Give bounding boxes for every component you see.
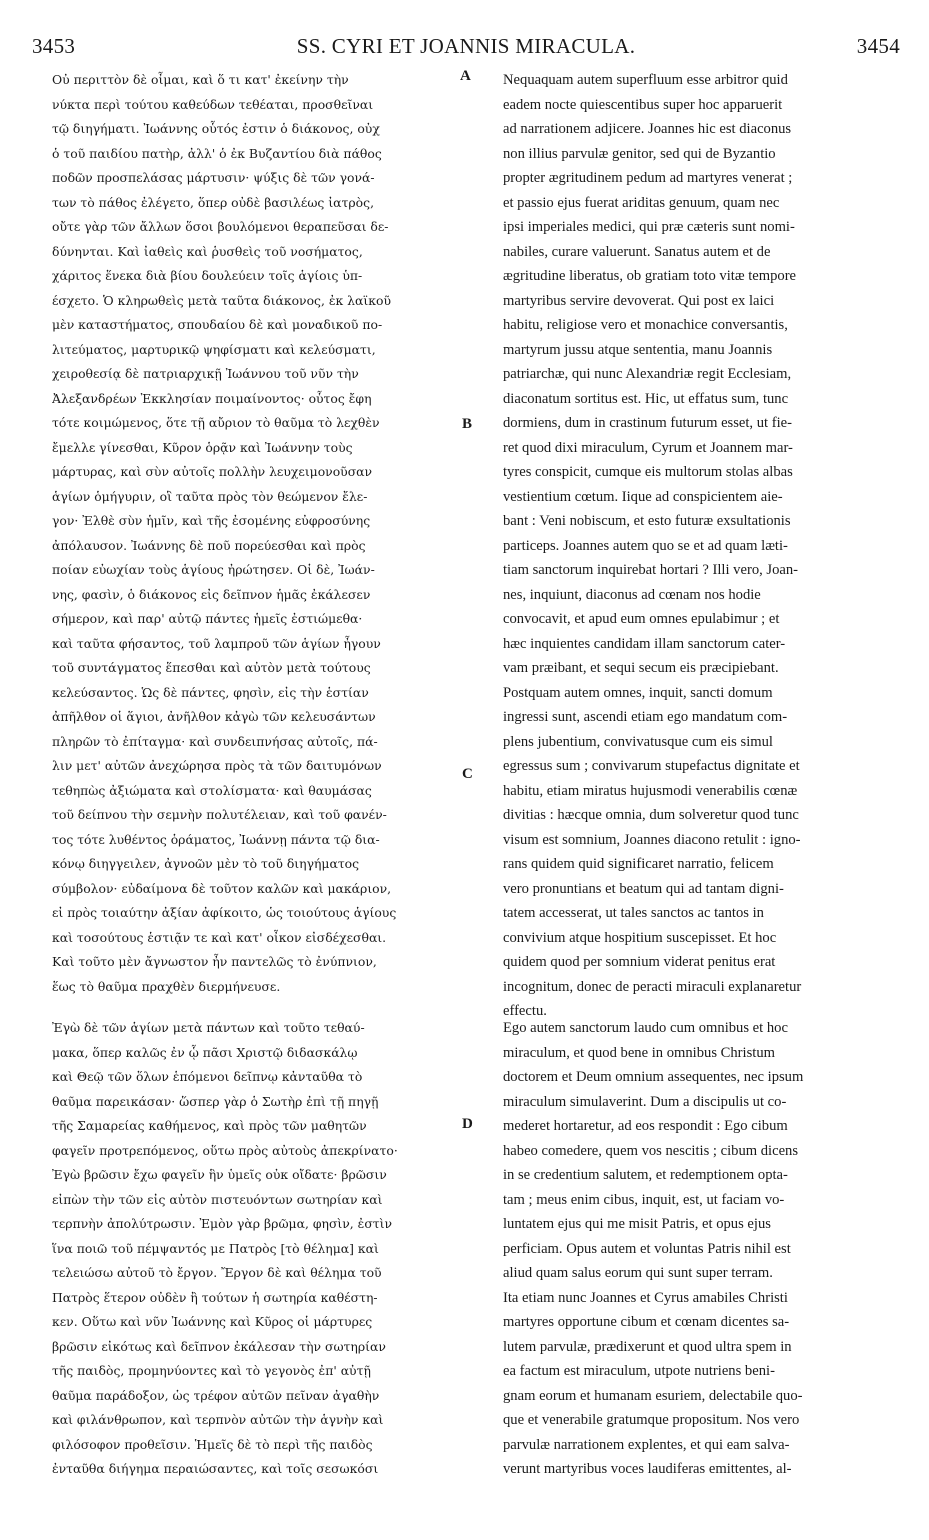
latin-text-line: habeo comedere, quem vos nescitis ; cibum dicens — [503, 1142, 799, 1159]
latin-text-line: ea factum est miraculum, utpote nutriens beni- — [503, 1363, 775, 1379]
greek-column-bottom — [52, 1016, 457, 1482]
greek-text-line: λιτεύματος, μαρτυρικῷ ψηφίσματι καὶ κελεύσματι, — [52, 341, 376, 357]
latin-text-line: martyribus servire devoverat. Qui post ex laici — [503, 292, 775, 309]
latin-text-line: martyres opportune cibum et cœnam dicentes sa- — [503, 1314, 790, 1330]
latin-text-line: Nequaquam autem superfluum esse arbitror quid — [503, 72, 788, 88]
greek-text-line: μακα, ὅπερ καλῶς ἐν ᾧ πᾶσι Χριστῷ διδασκάλῳ — [52, 1044, 358, 1060]
latin-text-line: miraculum simulaverint. Dum a discipulis ut co- — [503, 1093, 787, 1110]
greek-text-line: τελειώσω αὐτοῦ τὸ ἔργον. Ἔργον δὲ καὶ θέλημα τοῦ — [52, 1265, 382, 1280]
greek-text-line: σήμερον, καὶ παρ' αὐτῷ πάντες ἡμεῖς ἐστιώμεθα· — [52, 611, 363, 626]
latin-text-line: non illius parvulæ genitor, sed qui de Byzantio — [503, 145, 776, 162]
latin-text-line: martyrum jussu atque sententia, manu Joannis — [503, 341, 773, 358]
greek-text-line: Καὶ τοῦτο μὲν ἄγνωστον ἦν παντελῶς τὸ ἐνύπνιον, — [52, 954, 377, 969]
running-header — [32, 34, 900, 64]
greek-text-line: χειροθεσίᾳ δὲ πατριαρχικῇ Ἰωάννου τοῦ νῦν τὴν — [52, 366, 359, 381]
greek-text-line: εἰπὼν τὴν τῶν εἰς αὐτὸν πιστευόντων σωτηρίαν καὶ — [52, 1191, 383, 1207]
greek-text-line: δύνηνται. Καὶ ἰαθεὶς καὶ ῥυσθεὶς τοῦ νοσήματος, — [52, 243, 363, 259]
section-marker-c: C — [462, 766, 473, 782]
latin-text-line: tyres conspicit, cumque eis multorum stolas albas — [503, 464, 793, 480]
section-marker-d: D — [462, 1116, 473, 1132]
greek-text-line: τότε κοιμώμενος, ὅτε τῇ αὔριον τὸ θαῦμα τὸ λεχθὲν — [52, 415, 380, 430]
latin-text-line: Ita etiam nunc Joannes et Cyrus amabiles Christi — [503, 1289, 788, 1306]
greek-text-line: γον· Ἐλθὲ σὺν ἡμῖν, καὶ τῆς ἐσομένης εὐφροσύνης — [52, 513, 371, 528]
latin-text-line: convocavit, et apud eum omnes epulabimur ; et — [503, 611, 780, 627]
greek-text-line: καὶ φιλάνθρωπον, καὶ τερπνὸν αὐτῶν τὴν ἁγνὴν καὶ — [52, 1412, 384, 1427]
greek-text-line: ποδῶν προσπελάσας μάρτυσιν· ψύξις δὲ τῶν γονά- — [52, 170, 375, 185]
greek-text-line: ὁ τοῦ παιδίου πατὴρ, ἀλλ' ὁ ἐκ Βυζαντίου διὰ πάθος — [52, 145, 382, 161]
greek-text-line: τῷ διηγήματι. Ἰωάννης οὗτός ἐστιν ὁ διάκονος, οὐχ — [52, 121, 380, 136]
greek-text-line: Ἐγὼ δὲ τῶν ἁγίων μετὰ πάντων καὶ τοῦτο τεθαύ- — [52, 1020, 365, 1035]
greek-text-line: εἰ πρὸς τοιαύτην ἀξίαν ἀφίκοιτο, ὡς τοιούτους ἁγίους — [52, 905, 397, 920]
latin-text-line: nes, inquiunt, diaconus ad cœnam nos hodie — [503, 586, 761, 603]
latin-text-line: Ego autem sanctorum laudo cum omnibus et hoc — [503, 1020, 788, 1036]
greek-text-line: ἐνταῦθα διήγημα περαιώσαντες, καὶ τοῖς σεσωκόσι — [52, 1461, 379, 1476]
greek-text-line: Ἐγὼ βρῶσιν ἔχω φαγεῖν ἣν ὑμεῖς οὐκ οἴδατε· βρῶσιν — [52, 1167, 387, 1182]
latin-text-line: ad narrationem adjicere. Joannes hic est diaconus — [503, 121, 792, 137]
latin-text-line: quidem quod per somnium viderat penitus erat — [503, 954, 776, 970]
greek-text-line: σύμβολον· εὐδαίμονα δὲ τοῦτον καλῶν καὶ μακάριον, — [52, 880, 392, 896]
greek-text-line: ἁγίων ὁμήγυριν, οἳ ταῦτα πρὸς τὸν θεώμενον ἔλε- — [52, 488, 368, 504]
greek-text-line: μάρτυρας, καὶ σὺν αὐτοῖς πολλὴν λευχειμονοῦσαν — [52, 464, 373, 479]
greek-text-line: κελεύσαντος. Ὡς δὲ πάντες, φησὶν, εἰς τὴν ἑστίαν — [52, 684, 369, 700]
latin-text-line: bant : Veni nobiscum, et esto futuræ exsultationis — [503, 513, 791, 529]
greek-text-line: θαῦμα παράδοξον, ὡς τρέφον αὐτῶν πεῖναν ἀγαθὴν — [52, 1387, 380, 1403]
latin-text-line: miraculum, et quod bene in omnibus Christum — [503, 1044, 775, 1061]
latin-text-line: vestientium cœtum. Iique ad conspicientem aie- — [503, 488, 783, 505]
latin-text-line: rans quidem quid significaret narratio, felicem — [503, 856, 774, 872]
section-marker-b: B — [462, 416, 473, 432]
greek-text-line: καὶ ταῦτα φήσαντος, τοῦ λαμπροῦ τῶν ἁγίων ἦγουν — [52, 635, 381, 651]
latin-text-line: habitu, religiose vero et monachice conversantis, — [503, 317, 788, 333]
greek-text-line: τοῦ δείπνου τὴν σεμνὴν πολυτέλειαν, καὶ τοῦ φανέν- — [52, 807, 387, 822]
greek-text-line: ἀπόλαυσον. Ἰωάννης δὲ ποῦ πορεύεσθαι καὶ πρὸς — [52, 537, 366, 553]
greek-text-line: τῆς Σαμαρείας καθήμενος, καὶ πρὸς τῶν μαθητῶν — [52, 1118, 367, 1133]
latin-text-line: visum est somnium, Joannes diacono retulit : igno- — [503, 831, 801, 848]
latin-text-line: tiam sanctorum inquirebat hortari ? Illi vero, Joan- — [503, 562, 799, 578]
greek-text-line: οὔτε γὰρ τῶν ἄλλων ὅσοι βουλόμενοι θεραπεῦσαι δε- — [52, 219, 389, 234]
greek-text-line: τῆς παιδὸς, προμηνύοντες καὶ τὸ γεγονὸς ἐπ' αὐτῇ — [52, 1363, 371, 1378]
greek-text-line: χάριτος ἕνεκα διὰ βίου δουλεύειν τοῖς ἁγίοις ὑπ- — [52, 268, 363, 283]
latin-text-line: perficiam. Opus autem et voluntas Patris nihil est — [503, 1240, 791, 1257]
greek-text-line: τεθηπὼς ἀξιώματα καὶ στολίσματα· καὶ θαυμάσας — [52, 782, 372, 798]
latin-text-line: diaconatum sortitus est. Hic, ut effatus sum, tunc — [503, 390, 789, 407]
greek-text-line: ἵνα ποιῶ τοῦ πέμψαντός με Πατρὸς [τὸ θέλημα] καὶ — [52, 1240, 379, 1256]
latin-text-line: ingressi sunt, ascendi etiam ego mandatum com- — [503, 709, 788, 725]
greek-text-line: νης, φασὶν, ὁ διάκονος εἰς δεῖπνον ἡμᾶς ἐκάλεσεν — [52, 586, 371, 602]
latin-text-line: aliud quam salus eorum qui sunt super terram. — [503, 1265, 773, 1281]
latin-text-line: divitias : hæcque omnia, dum solveretur quod tunc — [503, 807, 799, 823]
greek-text-line: λιν μετ' αὐτῶν ἀνεχώρησα πρὸς τὰ τῶν δαιτυμόνων — [52, 758, 382, 773]
greek-text-line: νύκτα περὶ τούτου καθεύδων τεθέαται, προσθεῖναι — [52, 96, 374, 112]
latin-text-line: propter ægritudinem pedum ad martyres venerat ; — [503, 170, 793, 186]
greek-text-line: έσχετο. Ὁ κληρωθεὶς μετὰ ταῦτα διάκονος, ἐκ λαϊκοῦ — [52, 292, 392, 308]
latin-text-line: Postquam autem omnes, inquit, sancti domum — [503, 684, 773, 701]
greek-text-line: Οὐ περιττὸν δὲ οἶμαι, καὶ ὅ τι κατ' ἐκείνην τὴν — [52, 72, 349, 87]
latin-text-line: ret quod dixi miraculum, Cyrum et Joannem mar- — [503, 439, 793, 456]
greek-text-line: τος τότε λυθέντος ὁράματος, Ἰωάννῃ πάντα τῷ δια- — [52, 831, 380, 847]
greek-column-top — [52, 68, 457, 999]
greek-text-line: τοῦ συντάγματος ἕπεσθαι καὶ αὐτὸν μετὰ τούτους — [52, 660, 371, 675]
greek-text-line: καὶ Θεῷ τῶν ὅλων ἑπόμενοι δεῖπνῳ κἀνταῦθα τὸ — [52, 1069, 363, 1084]
page-number-left: 3453 — [32, 34, 76, 58]
latin-text-line: ægritudine liberatus, ob gratiam toto vitæ tempore — [503, 268, 797, 284]
latin-text-line: tam ; meus enim cibus, inquit, est, ut faciam vo- — [503, 1191, 785, 1208]
greek-text-line: φαγεῖν προτρεπόμενος, οὕτω πρὸς αὐτοὺς ἀπεκρίνατο· — [52, 1142, 398, 1158]
greek-text-line: ποίαν εὐωχίαν τοὺς ἁγίους ἠρώτησεν. Οἱ δὲ, Ἰωάν- — [52, 562, 375, 577]
latin-text-line: nabiles, curare valuerunt. Sanatus autem et de — [503, 243, 771, 260]
page-number-right: 3454 — [856, 34, 900, 58]
greek-text-line: βρῶσιν εἰκότως καὶ δεῖπνον ἐκάλεσαν τὴν σωτηρίαν — [52, 1338, 386, 1354]
greek-text-line: ἔμελλε γίνεσθαι, Κῦρον ὁρᾷν καὶ Ἰωάννην τοὺς — [52, 439, 353, 455]
latin-text-line: egressus sum ; convivarum stupefactus dignitate et — [503, 758, 800, 774]
greek-text-line: καὶ τοσούτους ἑστιᾷν τε καὶ κατ' οἶκον εἰσδέχεσθαι. — [52, 929, 387, 945]
latin-text-line: convivium atque hospitium suscepisset. Et hoc — [503, 929, 777, 946]
latin-text-line: lutem parvulæ, prædixerunt et quod ultra spem in — [503, 1338, 792, 1355]
latin-text-line: patriarchæ, qui nunc Alexandriæ regit Ecclesiam, — [503, 366, 792, 382]
greek-text-line: ἀπῆλθον οἱ ἅγιοι, ἀνῆλθον κἀγὼ τῶν κελευσάντων — [52, 709, 376, 724]
latin-text-line: in se credentium salutem, et redemptionem opta- — [503, 1167, 788, 1183]
latin-text-line: hæc inquientes candidam illam sanctorum cater- — [503, 635, 786, 652]
greek-text-line: τερπνὴν ἀπολύτρωσιν. Ἐμὸν γὰρ βρῶμα, φησὶν, ἐστὶν — [52, 1216, 393, 1231]
latin-text-line: effectu. — [503, 1003, 547, 1019]
latin-text-line: luntatem ejus qui me misit Patris, et opus ejus — [503, 1216, 771, 1232]
greek-text-line: Ἀλεξανδρέων Ἐκκλησίαν ποιμαίνοντος· οὗτος ἔφη — [52, 390, 372, 406]
latin-text-line: et passio ejus fuerat ariditas genuum, quam nec — [503, 194, 780, 211]
latin-text-line: particeps. Joannes autem quo se et ad quam læti- — [503, 537, 788, 554]
latin-text-line: doctorem et Deum omnium assequentes, nec ipsum — [503, 1069, 804, 1085]
greek-text-line: κεν. Οὕτω καὶ νῦν Ἰωάννης καὶ Κῦρος οἱ μάρτυρες — [52, 1314, 373, 1329]
latin-text-line: ipsi imperiales medici, qui præ cæteris sunt nomi- — [503, 219, 795, 235]
latin-text-line: vero pronuntians et beatum qui ad tantam digni- — [503, 880, 784, 897]
latin-text-line: tatem accesserat, ut tales sanctos ac tantos in — [503, 905, 764, 921]
latin-text-line: plens jubentium, convivatusque cum eis simul — [503, 733, 773, 750]
greek-text-line: κόνῳ διηγγειλεν, ἀγνοῶν μὲν τὸ τοῦ διηγήματος — [52, 856, 360, 871]
latin-text-line: que et venerabile gratumque propositum. Nos vero — [503, 1412, 800, 1428]
greek-text-line: θαῦμα παρεικάσαν· ὥσπερ γὰρ ὁ Σωτὴρ ἐπὶ τῇ πηγῇ — [52, 1093, 379, 1109]
greek-text-line: ἕως τὸ θαῦμα πραχθὲν διερμήνευσε. — [52, 978, 281, 994]
latin-column-top — [503, 68, 895, 1024]
latin-text-line: mederet hortaretur, ad eos respondit : Ego cibum — [503, 1118, 788, 1134]
greek-text-line: των τὸ πάθος ἐλέγετο, ὅπερ οὐδὲ βασιλέως ἰατρὸς, — [52, 194, 375, 210]
latin-text-line: verunt martyribus voces laudiferas emittentes, al- — [503, 1461, 792, 1477]
latin-text-line: dormiens, dum in crastinum futurum esset, ut fie- — [503, 415, 792, 431]
latin-text-line: incognitum, donec de peracti miraculi explanaretur — [503, 978, 802, 995]
latin-text-line: vam præibant, et sequi secum eis præcipiebant. — [503, 660, 779, 676]
latin-text-line: parvulæ narrationem explentes, et qui eam salva- — [503, 1436, 790, 1453]
greek-text-line: Πατρὸς ἕτερον οὐδὲν ἢ τούτων ἡ σωτηρία καθέστη- — [52, 1289, 378, 1305]
latin-column-bottom — [503, 1016, 895, 1482]
section-marker-a: A — [460, 68, 471, 84]
greek-text-line: φιλόσοφον προθεῖσιν. Ἡμεῖς δὲ τὸ περὶ τῆς παιδὸς — [52, 1436, 373, 1452]
latin-text-line: habitu, etiam miratus hujusmodi venerabilis cœnæ — [503, 782, 798, 799]
latin-text-line: eadem nocte quiescentibus super hoc apparuerit — [503, 96, 783, 113]
greek-text-line: πληρῶν τὸ ἐπίταγμα· καὶ συνδειπνήσας αὐτοῖς, πά- — [52, 733, 378, 749]
running-title: SS. CYRI ET JOANNIS MIRACULA. — [296, 34, 636, 58]
greek-text-line: μὲν καταστήματος, σπουδαίου δὲ καὶ μοναδικοῦ πο- — [52, 317, 383, 332]
latin-text-line: gnam eorum et humanam esuriem, delectabile quo- — [503, 1387, 803, 1404]
